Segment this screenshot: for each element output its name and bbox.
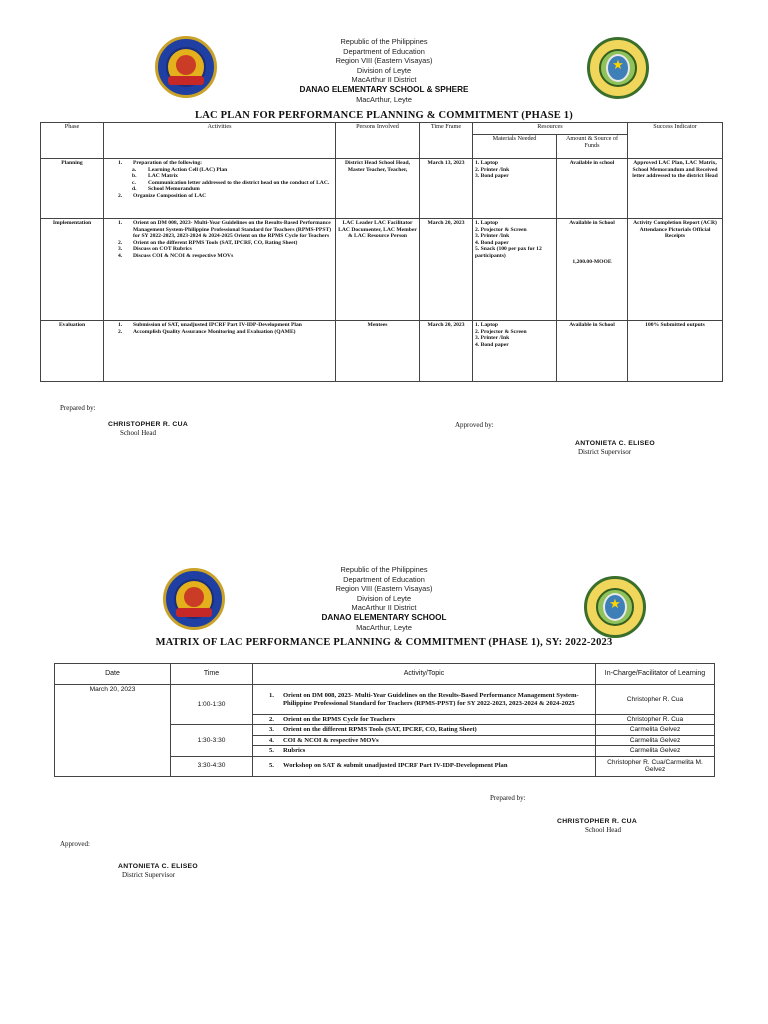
materials-cell: 1. Laptop 2. Printer /Ink 3. Bond paper [473, 159, 557, 219]
phase-cell: Implementation [41, 219, 104, 321]
activity-item: 4. Discuss COI & NCOI & respective MOVs [118, 252, 234, 259]
letterhead-line: Division of Leyte [356, 593, 412, 603]
letterhead-line: Region VIII (Eastern Visayas) [335, 584, 433, 594]
activity-item: d. School Memorandum [132, 186, 200, 193]
table-row [41, 321, 723, 382]
activity-item: 1. Submission of SAT, unadjusted IPCRF Part IV-IDP-Development Plan [118, 322, 302, 328]
lac-matrix-table [54, 663, 715, 777]
success-cell: Approved LAC Plan, LAC Matrix, School Memorandum and Received letter addressed to the district Head [628, 159, 723, 219]
incharge-cell: Christopher R. Cua [596, 685, 715, 715]
prepared-by-label: Prepared by: [60, 404, 96, 412]
matrix-title: MATRIX OF LAC PERFORMANCE PLANNING & COMMITMENT (PHASE 1), SY: 2022-2023 [155, 637, 613, 648]
approved-by-block [575, 439, 655, 457]
prepared-by-block [108, 420, 188, 438]
activity-cell: 1. Orient on DM 008, 2023- Multi-Year Guidelines on the Results-Based Performance Management System-Philippine Professional Standard for Teachers (RPMS-PPST) for SY 2022-2023, 2023-2024 & 2024-2025 [253, 685, 596, 715]
school-seal-logo: ★ [584, 576, 646, 638]
approved-label: Approved: [60, 840, 90, 848]
incharge-cell: Carmelita Gelvez [596, 746, 715, 756]
letterhead-line: MacArthur II District [351, 603, 417, 613]
header-time: Time [171, 664, 253, 685]
table-row [41, 219, 723, 321]
school-location: MacArthur, Leyte [356, 94, 412, 104]
letterhead-line: MacArthur II District [351, 75, 417, 85]
time-cell: 3:30-4:30 [171, 756, 253, 776]
activity-item: a. Learning Action Cell (LAC) Plan [132, 166, 228, 173]
amount-cell: Available in school [557, 159, 628, 219]
header-activity: Activity/Topic [253, 664, 596, 685]
activity-item: 2. Organize Composition of LAC [118, 192, 207, 199]
activity-item: b. LAC Matrix [132, 173, 178, 180]
header-persons: Persons Involved [336, 123, 420, 159]
persons-cell: LAC Leader LAC Facilitator LAC Documenter, LAC Member & LAC Resource Person [336, 219, 420, 321]
header-time-frame: Time Frame [420, 123, 473, 159]
incharge-cell: Christopher R. Cua/Carmelita M. Gelvez [596, 756, 715, 776]
time-cell: March 20, 2023 [420, 321, 473, 382]
approved-by-block [118, 862, 198, 880]
amount-cell [557, 219, 628, 321]
time-cell: March 20, 2023 [420, 219, 473, 321]
activity-item: 2. Accomplish Quality Assurance Monitoring and Evaluation (QAME) [118, 328, 296, 335]
activity-item: 3. Discuss on COT Rubrics [118, 246, 192, 253]
activity-cell: 2. Orient on the RPMS Cycle for Teachers [253, 715, 596, 725]
header-incharge: In-Charge/Facilitator of Learning [596, 664, 715, 685]
activities-cell [104, 321, 336, 382]
signatory-role: School Head [120, 429, 156, 437]
header-activities: Activities [104, 123, 336, 159]
signatory-name: CHRISTOPHER R. CUA [108, 421, 189, 428]
signatory-role: School Head [585, 826, 621, 834]
activity-cell: 5. Rubrics [253, 746, 596, 756]
activities-cell [104, 159, 336, 219]
amount-source: Available in School [569, 220, 615, 226]
persons-cell: Mentees [336, 321, 420, 382]
school-location: MacArthur, Leyte [356, 622, 412, 632]
signatory-name: ANTONIETA C. ELISEO [575, 440, 655, 447]
time-cell: 1:00-1:30 [171, 685, 253, 725]
success-cell: Activity Completion Report (ACR) Attendance Pictorials Official Receipts [628, 219, 723, 321]
signatory-role: District Supervisor [578, 448, 632, 456]
prepared-by-block [557, 817, 637, 835]
activity-item: 2. Orient on the different RPMS Tools (SAT, IPCRF, CO, Rating Sheet) [118, 239, 298, 246]
header-success: Success Indicator [628, 123, 723, 159]
table-row [41, 159, 723, 219]
time-cell: 1:30-3:30 [171, 725, 253, 756]
materials-cell: 1. Laptop 2. Projector & Screen 3. Printer /Ink 4. Bond paper 5. Snack (100 per pax for 12 participants) [473, 219, 557, 321]
school-name: DANAO ELEMENTARY SCHOOL [321, 612, 447, 622]
letterhead [0, 565, 768, 632]
activity-item: 1. Preparation of the following: [118, 160, 203, 166]
signatory-name: CHRISTOPHER R. CUA [557, 818, 638, 825]
document-title: LAC PLAN FOR PERFORMANCE PLANNING & COMMITMENT (PHASE 1) [195, 110, 573, 121]
activity-item: c. Communication letter addressed to the district head on the conduct of LAC. [132, 179, 330, 186]
header-date: Date [55, 664, 171, 685]
table-row [55, 685, 715, 715]
phase-cell: Planning [41, 159, 104, 219]
letterhead [0, 37, 768, 104]
persons-cell: District Head School Head, Master Teacher, Teacher, [336, 159, 420, 219]
activity-cell: 4. COI & NCOI & respective MOVs [253, 735, 596, 745]
letterhead-line: Region VIII (Eastern Visayas) [335, 56, 433, 66]
letterhead-line: Division of Leyte [356, 65, 412, 75]
time-cell: March 13, 2023 [420, 159, 473, 219]
incharge-cell: Carmelita Gelvez [596, 735, 715, 745]
activity-cell: 3. Orient on the different RPMS Tools (SAT, IPCRF, CO, Rating Sheet) [253, 725, 596, 735]
lac-plan-table [40, 122, 723, 382]
date-cell: March 20, 2023 [55, 685, 171, 777]
amount-value: 1,200.00-MOOE [572, 258, 612, 265]
header-amount: Amount & Source of Funds [557, 135, 628, 159]
activity-cell: 5. Workshop on SAT & submit unadjusted IPCRF Part IV-IDP-Development Plan [253, 756, 596, 776]
prepared-by-label: Prepared by: [490, 794, 526, 802]
materials-cell: 1. Laptop 2. Projector & Screen 3. Printer /Ink 4. Bond paper [473, 321, 557, 382]
incharge-cell: Carmelita Gelvez [596, 725, 715, 735]
phase-cell: Evaluation [41, 321, 104, 382]
amount-cell: Available in School [557, 321, 628, 382]
incharge-cell: Christopher R. Cua [596, 715, 715, 725]
success-cell: 100% Submitted outputs [628, 321, 723, 382]
letterhead-line: Republic of the Philippines [340, 37, 428, 46]
school-name: DANAO ELEMENTARY SCHOOL & SPHERE [299, 84, 469, 94]
signatory-role: District Supervisor [122, 871, 176, 879]
approved-by-label: Approved by: [455, 421, 494, 429]
header-phase: Phase [41, 123, 104, 159]
letterhead-line: Department of Education [343, 46, 425, 56]
header-resources: Resources [473, 123, 628, 135]
signatory-name: ANTONIETA C. ELISEO [118, 863, 198, 870]
letterhead-line: Republic of the Philippines [340, 565, 428, 574]
activity-item: 1. Orient on DM 008, 2023- Multi-Year Guidelines on the Results-Based Performance Management System-Philippine Professional Standard for Teachers (RPMS-PPST) for SY 2022-2023, 2023-2024 & 2024-2025 Orient on the RPMS Cycle for Teachers [118, 220, 332, 240]
activities-cell [104, 219, 336, 321]
school-seal-logo: ★ [587, 37, 649, 99]
letterhead-line: Department of Education [343, 574, 425, 584]
header-materials: Materials Needed [473, 135, 557, 159]
